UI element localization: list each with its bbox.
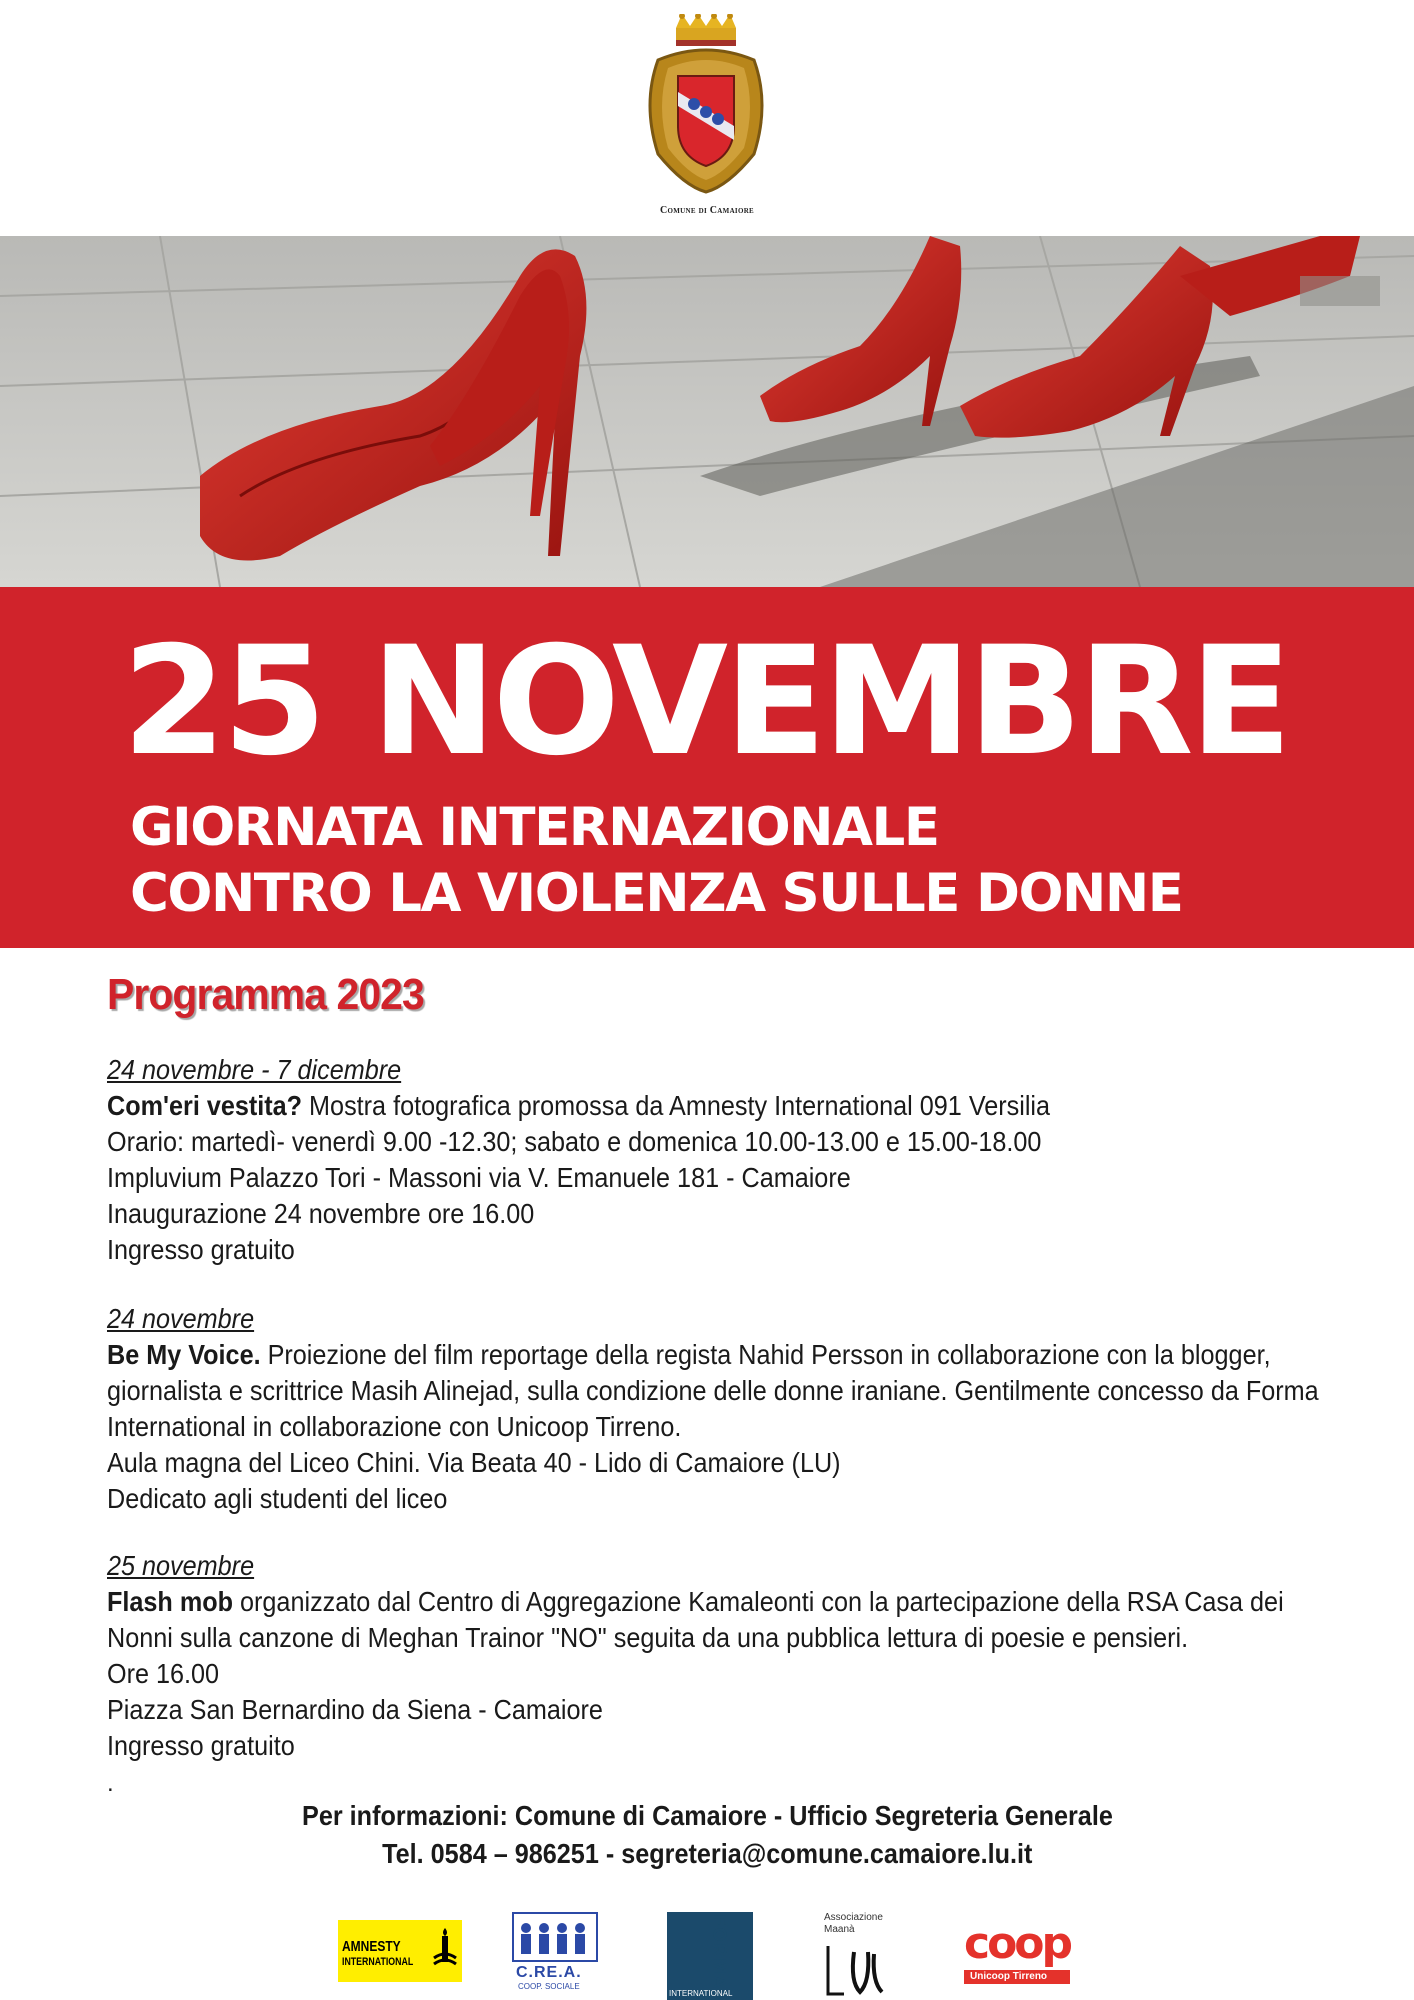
event-2 (107, 1301, 1357, 1517)
event-2-para-1-text: Proiezione del film reportage della regista Nahid Persson in collaborazione con la blogger, (260, 1339, 1271, 1370)
amnesty-logo-subtext: INTERNATIONAL (342, 1956, 414, 1968)
red-shoes-image (0, 236, 1414, 587)
trailing-dot: . (107, 1770, 114, 1797)
event-1-line: Impluvium Palazzo Tori - Massoni via V. Emanuele 181 - Camaiore (107, 1162, 851, 1193)
event-3-lead: Flash mob (107, 1586, 234, 1617)
banner-subtitle-line-2: CONTRO LA VIOLENZA SULLE DONNE (130, 863, 1183, 924)
banner-subtitle-line-1: GIORNATA INTERNAZIONALE (130, 797, 939, 858)
event-2-line: Dedicato agli studenti del liceo (107, 1483, 448, 1514)
coop-logo-word: coop (964, 1918, 1071, 1969)
amnesty-logo (338, 1920, 462, 1982)
contact-info (0, 1797, 1414, 1873)
event-3-line: Ingresso gratuito (107, 1730, 295, 1761)
program-title: Programma 2023 (107, 970, 424, 1019)
crea-logo (512, 1912, 598, 1992)
maana-mark-icon (824, 1942, 894, 1998)
maana-logo-text-2: Maanà (824, 1924, 855, 1935)
banner-title: 25 NOVEMBRE (122, 615, 1289, 789)
crea-logo-sub: COOP. SOCIALE (518, 1982, 580, 1991)
event-3 (107, 1548, 1357, 1764)
amnesty-logo-text: AMNESTY (342, 1938, 401, 1955)
forma-logo-sub: INTERNATIONAL (669, 1989, 733, 1998)
event-2-para-2: giornalista e scrittrice Masih Alinejad, sulla condizione delle donne iraniane. Gentilmente concesso da Forma (107, 1375, 1319, 1406)
coop-logo-sub: Unicoop Tirreno (964, 1970, 1070, 1984)
event-3-line: Ore 16.00 (107, 1658, 220, 1689)
event-2-para-1 (107, 1337, 1271, 1373)
crea-figures-icon (512, 1912, 598, 1962)
event-1-lead: Com'eri vestita? (107, 1090, 303, 1121)
event-1-date: 24 novembre - 7 dicembre (107, 1054, 402, 1085)
comune-label: Comune di Camaiore (659, 205, 755, 216)
event-1 (107, 1052, 1357, 1268)
crea-logo-name: C.RE.A. (516, 1964, 582, 1981)
event-2-lead: Be My Voice. (107, 1339, 261, 1370)
title-banner (0, 587, 1414, 948)
contact-line-2: Tel. 0584 – 986251 - segreteria@comune.camaiore.lu.it (381, 1838, 1033, 1869)
event-2-date: 24 novembre (107, 1303, 255, 1334)
event-1-line: Inaugurazione 24 novembre ore 16.00 (107, 1198, 535, 1229)
maana-logo-text-1: Associazione (824, 1912, 883, 1923)
coop-logo (962, 1918, 1076, 1984)
banner-subtitle (130, 795, 1182, 927)
event-1-line: Ingresso gratuito (107, 1234, 295, 1265)
event-2-line: Aula magna del Liceo Chini. Via Beata 40 - Lido di Camaiore (LU) (107, 1447, 841, 1478)
header (0, 0, 1414, 236)
event-3-line: Piazza San Bernardino da Siena - Camaiore (107, 1694, 603, 1725)
forma-logo-name: FORMA (709, 1914, 730, 1991)
forma-logo (667, 1912, 753, 2000)
maana-logo (822, 1912, 902, 2000)
event-3-date: 25 novembre (107, 1550, 255, 1581)
contact-line-1: Per informazioni: Comune di Camaiore - Ufficio Segreteria Generale (301, 1800, 1113, 1831)
event-3-para-1 (107, 1584, 1284, 1620)
event-2-para-3: International in collaborazione con Unicoop Tirreno. (107, 1411, 682, 1442)
coat-of-arms-icon (638, 14, 774, 194)
event-1-lead-rest: Mostra fotografica promossa da Amnesty International 091 Versilia (302, 1090, 1051, 1121)
event-1-heading (107, 1088, 1232, 1124)
event-3-para-2: Nonni sulla canzone di Meghan Trainor "NO" seguita da una pubblica lettura di poesie e pensieri. (107, 1622, 1189, 1653)
candle-icon (432, 1928, 458, 1974)
red-shoes-photo (0, 236, 1414, 587)
event-1-line: Orario: martedì- venerdì 9.00 -12.30; sabato e domenica 10.00-13.00 e 15.00-18.00 (107, 1126, 1042, 1157)
event-3-para-1-text: organizzato dal Centro di Aggregazione Kamaleonti con la partecipazione della RSA Casa dei (233, 1586, 1284, 1617)
